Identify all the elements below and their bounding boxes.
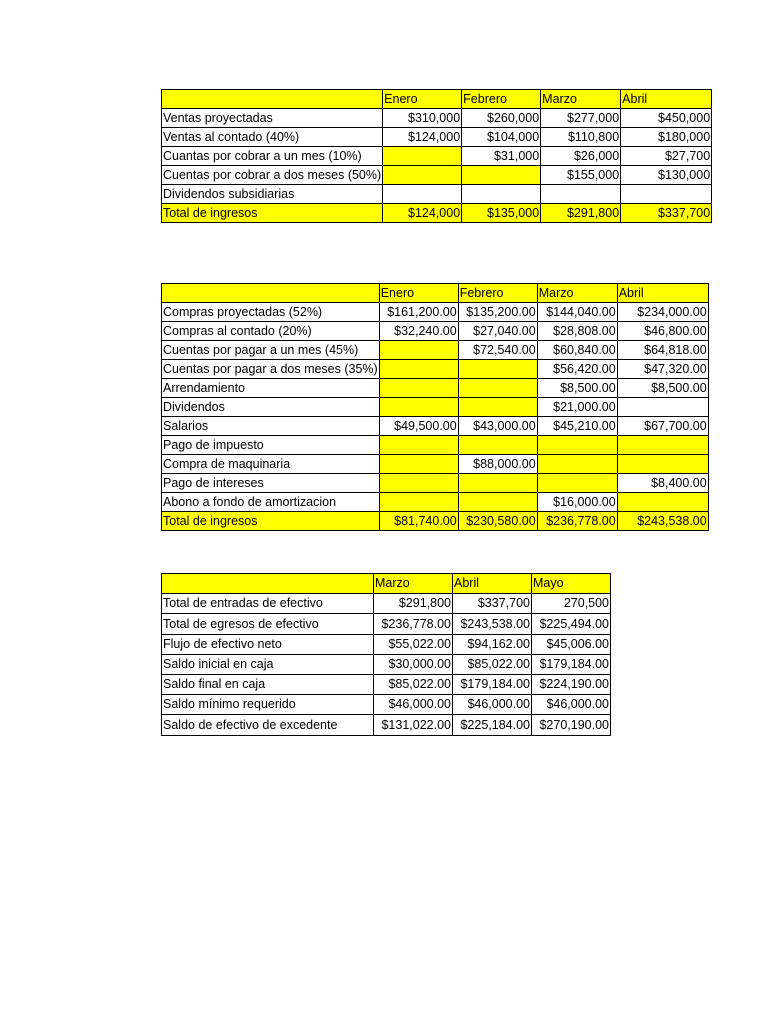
value-cell[interactable]: $8,400.00	[617, 474, 708, 493]
value-cell[interactable]: $450,000	[621, 109, 712, 128]
row-label-cell[interactable]: Cuentas por cobrar a dos meses (50%)	[162, 166, 383, 185]
value-cell[interactable]	[383, 166, 462, 185]
row-label-cell[interactable]: Dividendos subsidiarias	[162, 185, 383, 204]
value-cell[interactable]	[462, 166, 541, 185]
value-cell[interactable]	[379, 341, 458, 360]
row-label-cell[interactable]: Cuentas por pagar a dos meses (35%)	[162, 360, 380, 379]
column-header-cell[interactable]: Febrero	[458, 284, 537, 303]
value-cell[interactable]: $88,000.00	[458, 455, 537, 474]
value-cell[interactable]: $243,538.00	[453, 614, 532, 634]
value-cell[interactable]	[458, 474, 537, 493]
table-row	[162, 474, 709, 493]
column-header-cell[interactable]: Marzo	[374, 574, 453, 594]
value-cell[interactable]: $67,700.00	[617, 417, 708, 436]
column-header-cell[interactable]: Enero	[383, 90, 462, 109]
value-cell[interactable]: $144,040.00	[537, 303, 617, 322]
value-cell[interactable]: $104,000	[462, 128, 541, 147]
column-header-cell[interactable]: Febrero	[462, 90, 541, 109]
value-cell[interactable]: $124,000	[383, 204, 462, 223]
row-label-cell[interactable]: Compra de maquinaria	[162, 455, 380, 474]
value-cell[interactable]	[621, 185, 712, 204]
value-cell[interactable]	[462, 185, 541, 204]
value-cell[interactable]: $124,000	[383, 128, 462, 147]
value-cell[interactable]: $260,000	[462, 109, 541, 128]
value-cell[interactable]	[541, 185, 621, 204]
table-row	[162, 695, 611, 715]
header-row	[162, 284, 709, 303]
flujo-efectivo-table-body	[162, 574, 611, 736]
value-cell[interactable]: $291,800	[541, 204, 621, 223]
value-cell[interactable]: $81,740.00	[379, 512, 458, 531]
header-corner-cell[interactable]	[162, 574, 374, 594]
value-cell[interactable]: $234,000.00	[617, 303, 708, 322]
value-cell[interactable]: $46,000.00	[532, 695, 611, 715]
value-cell[interactable]	[458, 398, 537, 417]
table-row	[162, 417, 709, 436]
value-cell[interactable]: $28,808.00	[537, 322, 617, 341]
value-cell[interactable]	[537, 455, 617, 474]
value-cell[interactable]: $277,000	[541, 109, 621, 128]
header-row	[162, 90, 712, 109]
value-cell[interactable]: $310,000	[383, 109, 462, 128]
value-cell[interactable]: $46,000.00	[453, 695, 532, 715]
row-label-cell[interactable]: Arrendamiento	[162, 379, 380, 398]
value-cell[interactable]	[537, 436, 617, 455]
value-cell[interactable]: $64,818.00	[617, 341, 708, 360]
value-cell[interactable]: $180,000	[621, 128, 712, 147]
value-cell[interactable]: $179,184.00	[453, 674, 532, 694]
value-cell[interactable]: $49,500.00	[379, 417, 458, 436]
value-cell[interactable]	[383, 185, 462, 204]
table-row	[162, 147, 712, 166]
row-label-cell[interactable]: Saldo mínimo requerido	[162, 695, 374, 715]
value-cell[interactable]: $337,700	[453, 594, 532, 614]
header-row	[162, 574, 611, 594]
value-cell[interactable]	[379, 398, 458, 417]
row-label-cell[interactable]: Total de ingresos	[162, 204, 383, 223]
ingresos-table	[161, 89, 712, 223]
egresos-table	[161, 283, 709, 531]
value-cell[interactable]: $55,022.00	[374, 634, 453, 654]
table-row	[162, 614, 611, 634]
table-row	[162, 341, 709, 360]
value-cell[interactable]: $270,190.00	[532, 715, 611, 735]
ingresos-table-body	[162, 90, 712, 223]
value-cell[interactable]: $8,500.00	[617, 379, 708, 398]
value-cell[interactable]	[379, 379, 458, 398]
value-cell[interactable]: $46,800.00	[617, 322, 708, 341]
value-cell[interactable]	[379, 455, 458, 474]
value-cell[interactable]: $155,000	[541, 166, 621, 185]
value-cell[interactable]: $30,000.00	[374, 654, 453, 674]
table-row	[162, 322, 709, 341]
row-label-cell[interactable]: Salarios	[162, 417, 380, 436]
value-cell[interactable]: $72,540.00	[458, 341, 537, 360]
value-cell[interactable]: $27,700	[621, 147, 712, 166]
value-cell[interactable]: $131,022.00	[374, 715, 453, 735]
row-label-cell[interactable]: Saldo de efectivo de excedente	[162, 715, 374, 735]
value-cell[interactable]: $85,022.00	[374, 674, 453, 694]
table-row	[162, 166, 712, 185]
value-cell[interactable]: $85,022.00	[453, 654, 532, 674]
value-cell[interactable]: $32,240.00	[379, 322, 458, 341]
value-cell[interactable]	[617, 493, 708, 512]
value-cell[interactable]	[458, 493, 537, 512]
row-label-cell[interactable]: Cuantas por cobrar a un mes (10%)	[162, 147, 383, 166]
value-cell[interactable]: 270,500	[532, 594, 611, 614]
table-row	[162, 109, 712, 128]
value-cell[interactable]: $45,210.00	[537, 417, 617, 436]
value-cell[interactable]: $225,184.00	[453, 715, 532, 735]
value-cell[interactable]: $337,700	[621, 204, 712, 223]
value-cell[interactable]	[379, 360, 458, 379]
column-header-cell[interactable]: Enero	[379, 284, 458, 303]
value-cell[interactable]: $110,800	[541, 128, 621, 147]
value-cell[interactable]: $27,040.00	[458, 322, 537, 341]
row-label-cell[interactable]: Saldo inicial en caja	[162, 654, 374, 674]
table-row	[162, 398, 709, 417]
value-cell[interactable]: $161,200.00	[379, 303, 458, 322]
value-cell[interactable]: $243,538.00	[617, 512, 708, 531]
table-row	[162, 654, 611, 674]
table-row	[162, 436, 709, 455]
row-label-cell[interactable]: Total de ingresos	[162, 512, 380, 531]
column-header-cell[interactable]: Abril	[621, 90, 712, 109]
value-cell[interactable]: $60,840.00	[537, 341, 617, 360]
row-label-cell[interactable]: Ventas proyectadas	[162, 109, 383, 128]
row-label-cell[interactable]: Compras al contado (20%)	[162, 322, 380, 341]
table-row	[162, 379, 709, 398]
value-cell[interactable]: $225,494.00	[532, 614, 611, 634]
column-header-cell[interactable]: Marzo	[541, 90, 621, 109]
row-label-cell[interactable]: Cuentas por pagar a un mes (45%)	[162, 341, 380, 360]
table-row	[162, 493, 709, 512]
value-cell[interactable]: $56,420.00	[537, 360, 617, 379]
value-cell[interactable]: $179,184.00	[532, 654, 611, 674]
value-cell[interactable]	[617, 455, 708, 474]
value-cell[interactable]: $43,000.00	[458, 417, 537, 436]
value-cell[interactable]: $46,000.00	[374, 695, 453, 715]
value-cell[interactable]	[379, 474, 458, 493]
column-header-cell[interactable]: Marzo	[537, 284, 617, 303]
value-cell[interactable]: $47,320.00	[617, 360, 708, 379]
column-header-cell[interactable]: Abril	[617, 284, 708, 303]
value-cell[interactable]: $16,000.00	[537, 493, 617, 512]
table-row	[162, 715, 611, 735]
row-label-cell[interactable]: Dividendos	[162, 398, 380, 417]
table-row	[162, 303, 709, 322]
header-corner-cell[interactable]	[162, 90, 383, 109]
value-cell[interactable]: $135,200.00	[458, 303, 537, 322]
value-cell[interactable]: $21,000.00	[537, 398, 617, 417]
column-header-cell[interactable]: Mayo	[532, 574, 611, 594]
value-cell[interactable]: $224,190.00	[532, 674, 611, 694]
value-cell[interactable]: $236,778.00	[374, 614, 453, 634]
value-cell[interactable]: $135,000	[462, 204, 541, 223]
row-label-cell[interactable]: Pago de impuesto	[162, 436, 380, 455]
header-corner-cell[interactable]	[162, 284, 380, 303]
flujo-efectivo-table	[161, 573, 611, 736]
value-cell[interactable]	[379, 493, 458, 512]
egresos-table-body	[162, 284, 709, 531]
row-label-cell[interactable]: Total de egresos de efectivo	[162, 614, 374, 634]
table-row	[162, 634, 611, 654]
value-cell[interactable]: $45,006.00	[532, 634, 611, 654]
value-cell[interactable]	[383, 147, 462, 166]
value-cell[interactable]	[458, 360, 537, 379]
value-cell[interactable]	[617, 398, 708, 417]
value-cell[interactable]: $291,800	[374, 594, 453, 614]
row-label-cell[interactable]: Pago de intereses	[162, 474, 380, 493]
value-cell[interactable]	[458, 379, 537, 398]
column-header-cell[interactable]: Abril	[453, 574, 532, 594]
row-label-cell[interactable]: Total de entradas de efectivo	[162, 594, 374, 614]
table-row	[162, 128, 712, 147]
value-cell[interactable]	[379, 436, 458, 455]
row-label-cell[interactable]: Ventas al contado (40%)	[162, 128, 383, 147]
value-cell[interactable]	[617, 436, 708, 455]
table-row	[162, 455, 709, 474]
row-label-cell[interactable]: Flujo de efectivo neto	[162, 634, 374, 654]
table-row	[162, 204, 712, 223]
value-cell[interactable]: $31,000	[462, 147, 541, 166]
table-row	[162, 512, 709, 531]
value-cell[interactable]: $94,162.00	[453, 634, 532, 654]
value-cell[interactable]: $26,000	[541, 147, 621, 166]
table-row	[162, 185, 712, 204]
value-cell[interactable]: $8,500.00	[537, 379, 617, 398]
value-cell[interactable]	[537, 474, 617, 493]
row-label-cell[interactable]: Saldo final en caja	[162, 674, 374, 694]
value-cell[interactable]: $130,000	[621, 166, 712, 185]
value-cell[interactable]: $230,580.00	[458, 512, 537, 531]
value-cell[interactable]: $236,778.00	[537, 512, 617, 531]
row-label-cell[interactable]: Compras proyectadas (52%)	[162, 303, 380, 322]
table-row	[162, 674, 611, 694]
table-row	[162, 594, 611, 614]
table-row	[162, 360, 709, 379]
value-cell[interactable]	[458, 436, 537, 455]
row-label-cell[interactable]: Abono a fondo de amortizacion	[162, 493, 380, 512]
